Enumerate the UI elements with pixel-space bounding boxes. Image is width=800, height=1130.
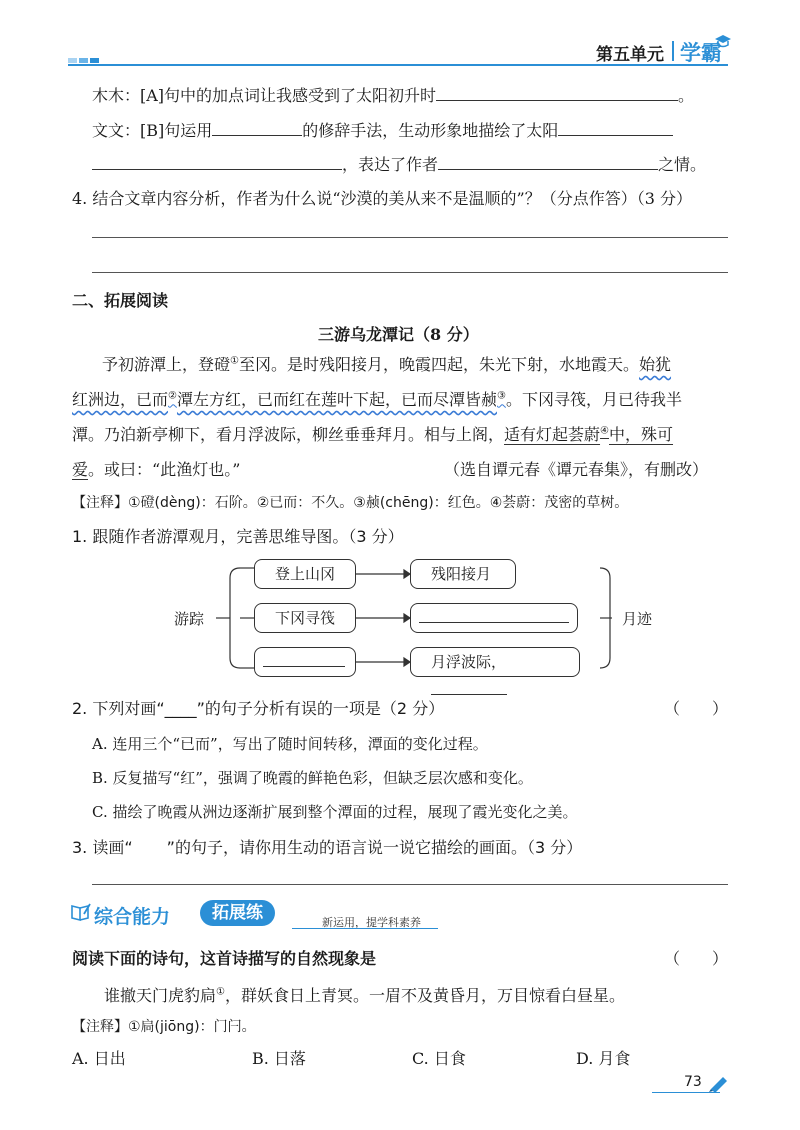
header-brand: 学霸 [680, 41, 722, 65]
page-number: 73 [684, 1074, 702, 1090]
poem-lines: 谁撤天门虎豹扃①，群妖食日上青冥。一眉不及黄昏月，万目惊看白昼星。 [104, 986, 625, 1005]
option-a[interactable]: A. 连用三个“已而”，写出了随时间转移，潭面的变化过程。 [92, 735, 488, 753]
answer-line-q3[interactable] [92, 884, 728, 885]
line-wenwen-1: 文文：[B]句运用 的修辞手法，生动形象地描绘了太阳 [92, 118, 673, 141]
banner-comprehensive: 综合能力 [94, 906, 171, 928]
poem-option-b[interactable]: B. 日落 [252, 1049, 306, 1068]
banner-tagline: 新运用，提学科素养 [322, 916, 421, 929]
banner-underline [292, 928, 438, 929]
answer-paren-q2[interactable]: （ ） [664, 699, 729, 718]
passage-line-1: 予初游潭上，登磴①至冈。是时残阳接月，晚霞四起，朱光下射，水地霞天。始犹 [102, 355, 672, 374]
section-heading-extended-reading: 二、拓展阅读 [72, 291, 169, 310]
passage-title: 三游乌龙潭记（8 分） [318, 325, 479, 344]
option-b[interactable]: B. 反复描写“红”，强调了晚霞的鲜艳色彩，但缺乏层次感和变化。 [92, 769, 533, 787]
line-mumu: 木木：[A]句中的加点词让我感受到了太阳初升时 。 [92, 86, 695, 105]
passage-notes: 【注释】①磴(dèng)：石阶。②已而：不久。③赪(chēng)：红色。④荟蔚：茂密的草树。 [72, 495, 629, 511]
mindmap-root-track: 游踪 [174, 610, 205, 628]
footer-rule [652, 1092, 720, 1093]
header-unit: 第五单元 [596, 45, 664, 65]
question-mindmap: 1. 跟随作者游潭观月，完善思维导图。（3 分） [72, 527, 404, 546]
line-wenwen-2: ，表达了作者 之情。 [92, 152, 706, 175]
mindmap-box-blank-right-2[interactable] [410, 603, 578, 633]
answer-paren-poem[interactable]: （ ） [664, 949, 729, 968]
mindmap-box-raft: 下冈寻筏 [254, 603, 356, 633]
mindmap-box-moon-wave[interactable]: 月浮波际， [410, 647, 580, 677]
question-3: 3. 读画“ ”的句子，请你用生动的语言说一说它描绘的画面。（3 分） [72, 838, 583, 857]
option-c[interactable]: C. 描绘了晚霞从洲边逐渐扩展到整个潭面的过程，展现了霞光变化之美。 [92, 803, 578, 821]
poem-note: 【注释】①扃(jiōng)：门闩。 [72, 1019, 256, 1035]
mindmap-box-blank-left-3[interactable] [254, 647, 356, 677]
question-poem: 阅读下面的诗句，这首诗描写的自然现象是 [72, 949, 377, 968]
question-4: 4. 结合文章内容分析，作者为什么说“沙漠的美从来不是温顺的”？（分点作答）（3 分） [72, 189, 692, 208]
poem-option-c[interactable]: C. 日食 [412, 1049, 466, 1068]
pencil-icon [708, 1074, 730, 1092]
mindmap-box-sunset: 残阳接月 [410, 559, 516, 589]
book-icon [70, 902, 92, 922]
question-2: 2. 下列对画“____”的句子分析有误的一项是（2 分） [72, 699, 445, 718]
mindmap-root-moon: 月迹 [622, 610, 653, 628]
passage-source: （选自谭元春《谭元春集》，有删改） [444, 460, 709, 479]
passage-line-2: 红洲边，已而②潭左方红，已而红在莲叶下起，已而尽潭皆赪③。下冈寻筏，月已待我半 [72, 390, 682, 409]
poem-option-d[interactable]: D. 月食 [576, 1049, 631, 1068]
passage-line-4: 爱。或曰：“此渔灯也。” [72, 460, 241, 479]
badge-extension: 拓展练 [200, 900, 275, 926]
passage-line-3: 潭。乃泊新亭柳下，看月浮波际，柳丝垂垂拜月。相与上阁，适有灯起荟蔚④中，殊可 [72, 425, 674, 444]
mindmap-box-climb: 登上山冈 [254, 559, 356, 589]
poem-option-a[interactable]: A. 日出 [72, 1049, 126, 1068]
